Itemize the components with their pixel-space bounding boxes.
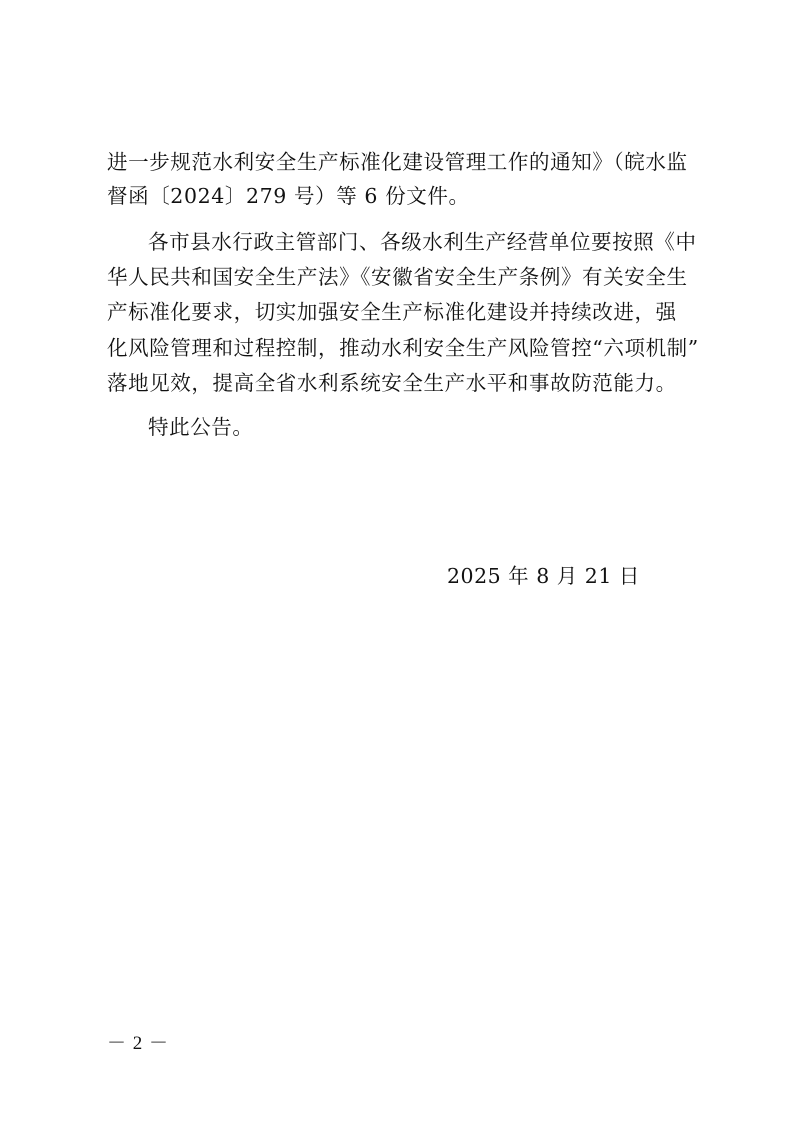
paragraph-1-line-2: 督函〔2024〕279 号）等 6 份文件。 bbox=[107, 184, 470, 208]
closing-statement: 特此公告。 bbox=[148, 415, 254, 439]
page-number: － 2 － bbox=[107, 1033, 170, 1054]
paragraph-2-line-2: 华人民共和国安全生产法》《安徽省安全生产条例》有关安全生 bbox=[107, 265, 688, 289]
paragraph-2-line-5: 落地见效，提高全省水利系统安全生产水平和事故防范能力。 bbox=[107, 371, 677, 395]
paragraph-2-line-1: 各市县水行政主管部门、各级水利生产经营单位要按照《中 bbox=[148, 230, 697, 254]
paragraph-2-line-3: 产标准化要求，切实加强安全生产标准化建设并持续改进，强 bbox=[107, 300, 677, 324]
paragraph-1-line-1: 进一步规范水利安全生产标准化建设管理工作的通知》（皖水监 bbox=[107, 150, 688, 174]
document-date: 2025 年 8 月 21 日 bbox=[447, 564, 640, 588]
paragraph-2-line-4: 化风险管理和过程控制，推动水利安全生产风险管控“六项机制” bbox=[107, 336, 699, 360]
